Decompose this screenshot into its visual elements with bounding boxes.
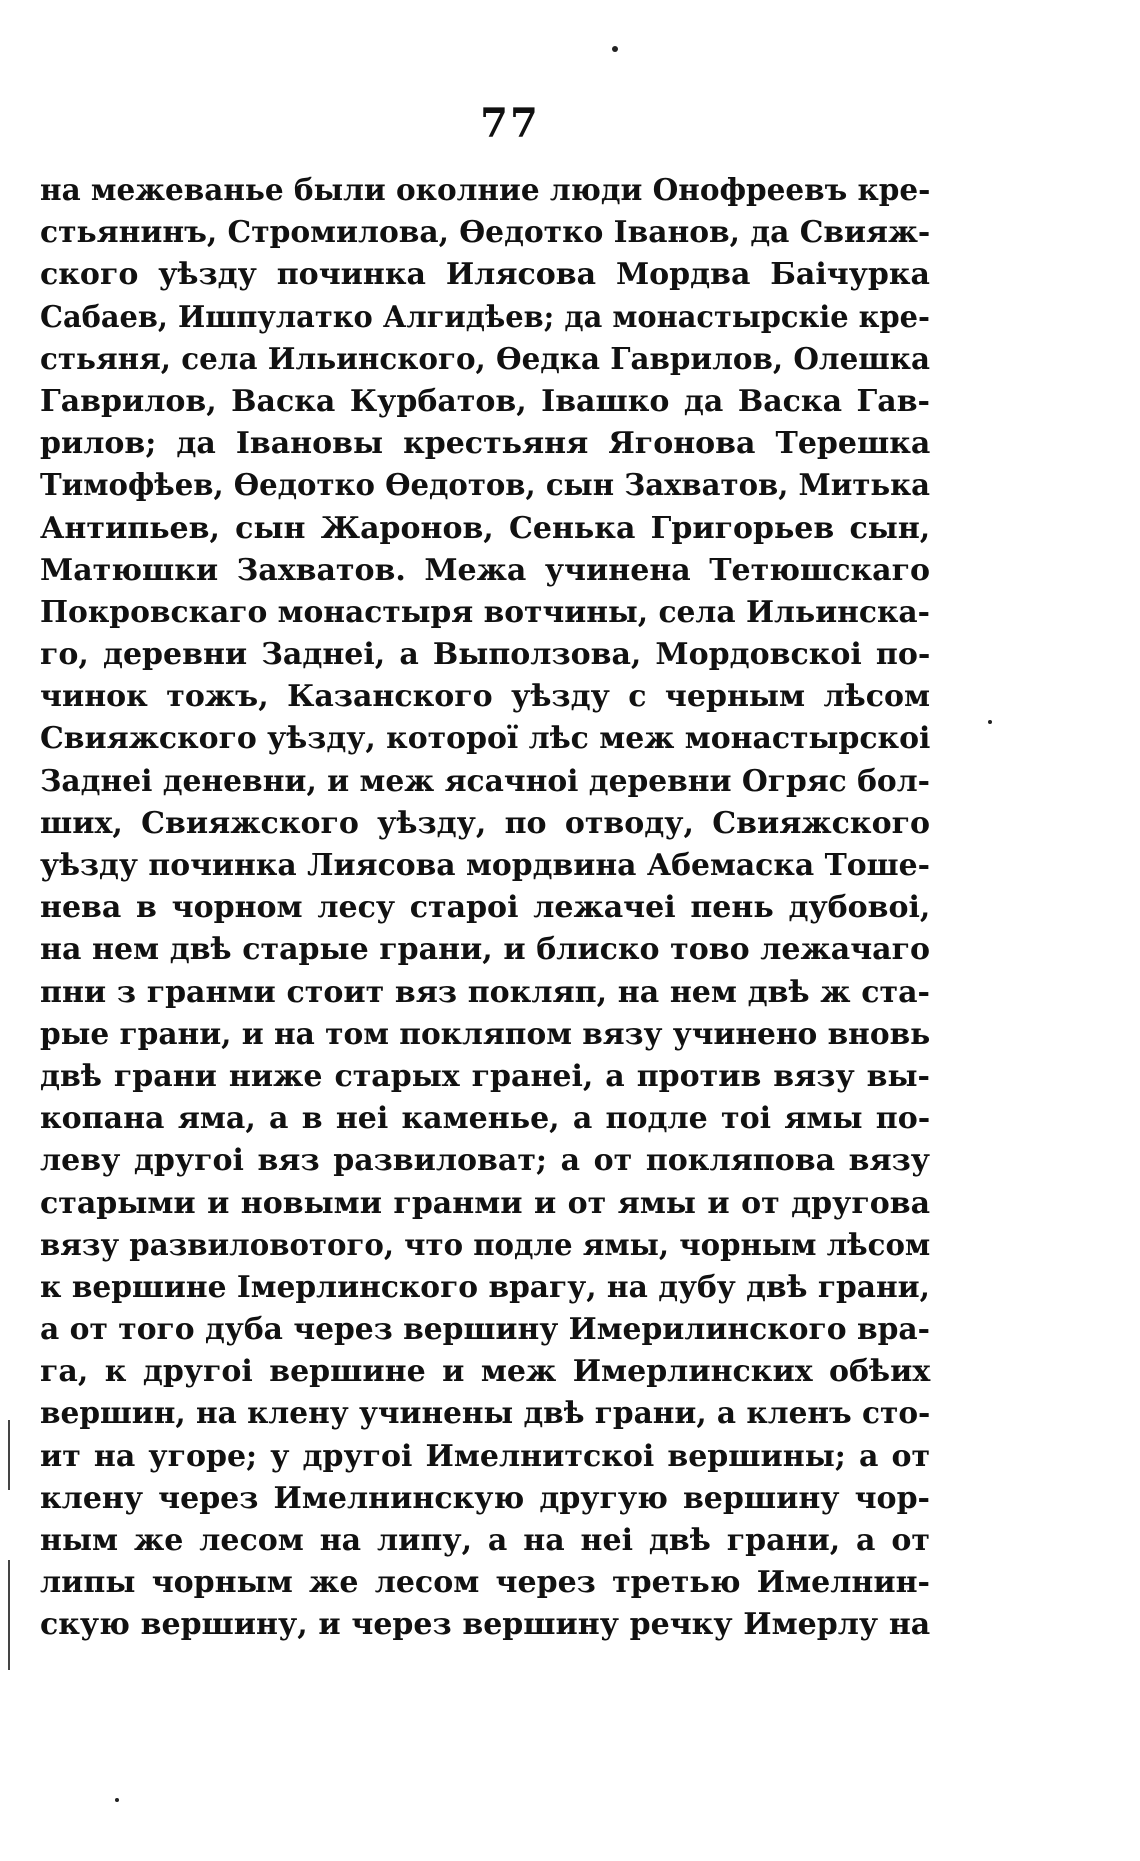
text-line: ших, Свияжского уѣзду, по отводу, Свияжского — [40, 805, 930, 841]
text-line: леву другоі вяз развиловат; а от покляпова вязу — [40, 1143, 930, 1179]
page-body-text — [40, 170, 930, 1647]
text-line: вязу развиловотого, что подле ямы, чорным лѣсом — [40, 1227, 931, 1263]
text-line: Свияжского уѣзду, которої лѣс меж монастырскоі — [40, 721, 931, 757]
scan-edge-mark — [8, 1560, 10, 1670]
text-line: копана яма, а в неі каменье, а подле тоі ямы по- — [40, 1101, 931, 1137]
text-line: чинок тожъ, Казанского уѣзду с черным лѣсом — [40, 679, 931, 715]
text-line: двѣ грани ниже старых гранеі, а против вязу вы- — [40, 1058, 930, 1094]
text-line: старыми и новыми гранми и от ямы и от другова — [40, 1185, 931, 1221]
text-line: ным же лесом на липу, а на неі двѣ грани, а от — [40, 1523, 930, 1558]
text-line: го, деревни Заднеі, а Выползова, Мордовскоі по- — [40, 637, 931, 673]
text-line: Тимофѣев, Ѳедотко Ѳедотов, сын Захватов, Митька — [40, 468, 931, 504]
text-line: нева в чорном лесу староі лежачеі пень дубовоі, — [40, 890, 931, 926]
text-line: на межеванье были околние люди Онофреевъ кре- — [40, 173, 931, 208]
text-line: Заднеі деневни, и меж ясачноі деревни Огряс бол- — [40, 763, 931, 799]
text-line: уѣзду починка Лиясова мордвина Абемаска Тоше- — [40, 848, 930, 883]
page-number: 77 — [480, 100, 540, 147]
text-line: Сабаев, Ишпулатко Алгидѣев; да монастырскіе кре- — [40, 299, 930, 335]
text-line: а от того дуба через вершину Имерилинского вра- — [40, 1312, 931, 1348]
scan-edge-mark — [8, 1420, 10, 1490]
text-line: стьянинъ, Стромилова, Ѳедотко Іванов, да Свияж- — [40, 215, 931, 251]
text-line: Антипьев, сын Жаронов, Сенька Григорьев сын, — [40, 510, 931, 546]
text-line: Гаврилов, Васка Курбатов, Івашко да Васка Гав- — [40, 383, 930, 419]
text-line: ского уѣзду починка Илясова Мордва Баічурка — [40, 257, 930, 293]
text-line: рилов; да Івановы крестьяня Ягонова Терешка — [40, 426, 931, 462]
scan-speck — [988, 720, 992, 724]
text-line: на нем двѣ старые грани, и блиско тово лежачаго — [40, 932, 930, 968]
text-line: га, к другоі вершине и меж Имерлинских обѣих — [40, 1354, 931, 1390]
text-line: клену через Имелнинскую другую вершину чор- — [40, 1480, 930, 1516]
text-line: стьяня, села Ильинского, Ѳедка Гаврилов, Олешка — [40, 341, 930, 377]
scan-speck — [115, 1798, 119, 1802]
text-line: к вершине Імерлинского врагу, на дубу двѣ грани, — [40, 1269, 931, 1305]
text-line: липы чорным же лесом через третью Имелнин- — [40, 1565, 930, 1601]
text-line: вершин, на клену учинены двѣ грани, а кленъ сто- — [40, 1396, 931, 1432]
text-line: Покровскаго монастыря вотчины, села Ильинска- — [40, 594, 931, 630]
text-line: Матюшки Захватов. Межа учинена Тетюшскаго — [40, 552, 930, 588]
scan-speck — [612, 46, 618, 52]
text-line: пни з гранми стоит вяз покляп, на нем двѣ ж ста- — [40, 974, 930, 1010]
text-line: скую вершину, и через вершину речку Имерлу на — [40, 1607, 931, 1643]
text-line: ит на угоре; у другоі Имелнитскоі вершины; а от — [40, 1438, 931, 1474]
text-line: рые грани, и на том покляпом вязу учинено вновь — [40, 1016, 931, 1052]
